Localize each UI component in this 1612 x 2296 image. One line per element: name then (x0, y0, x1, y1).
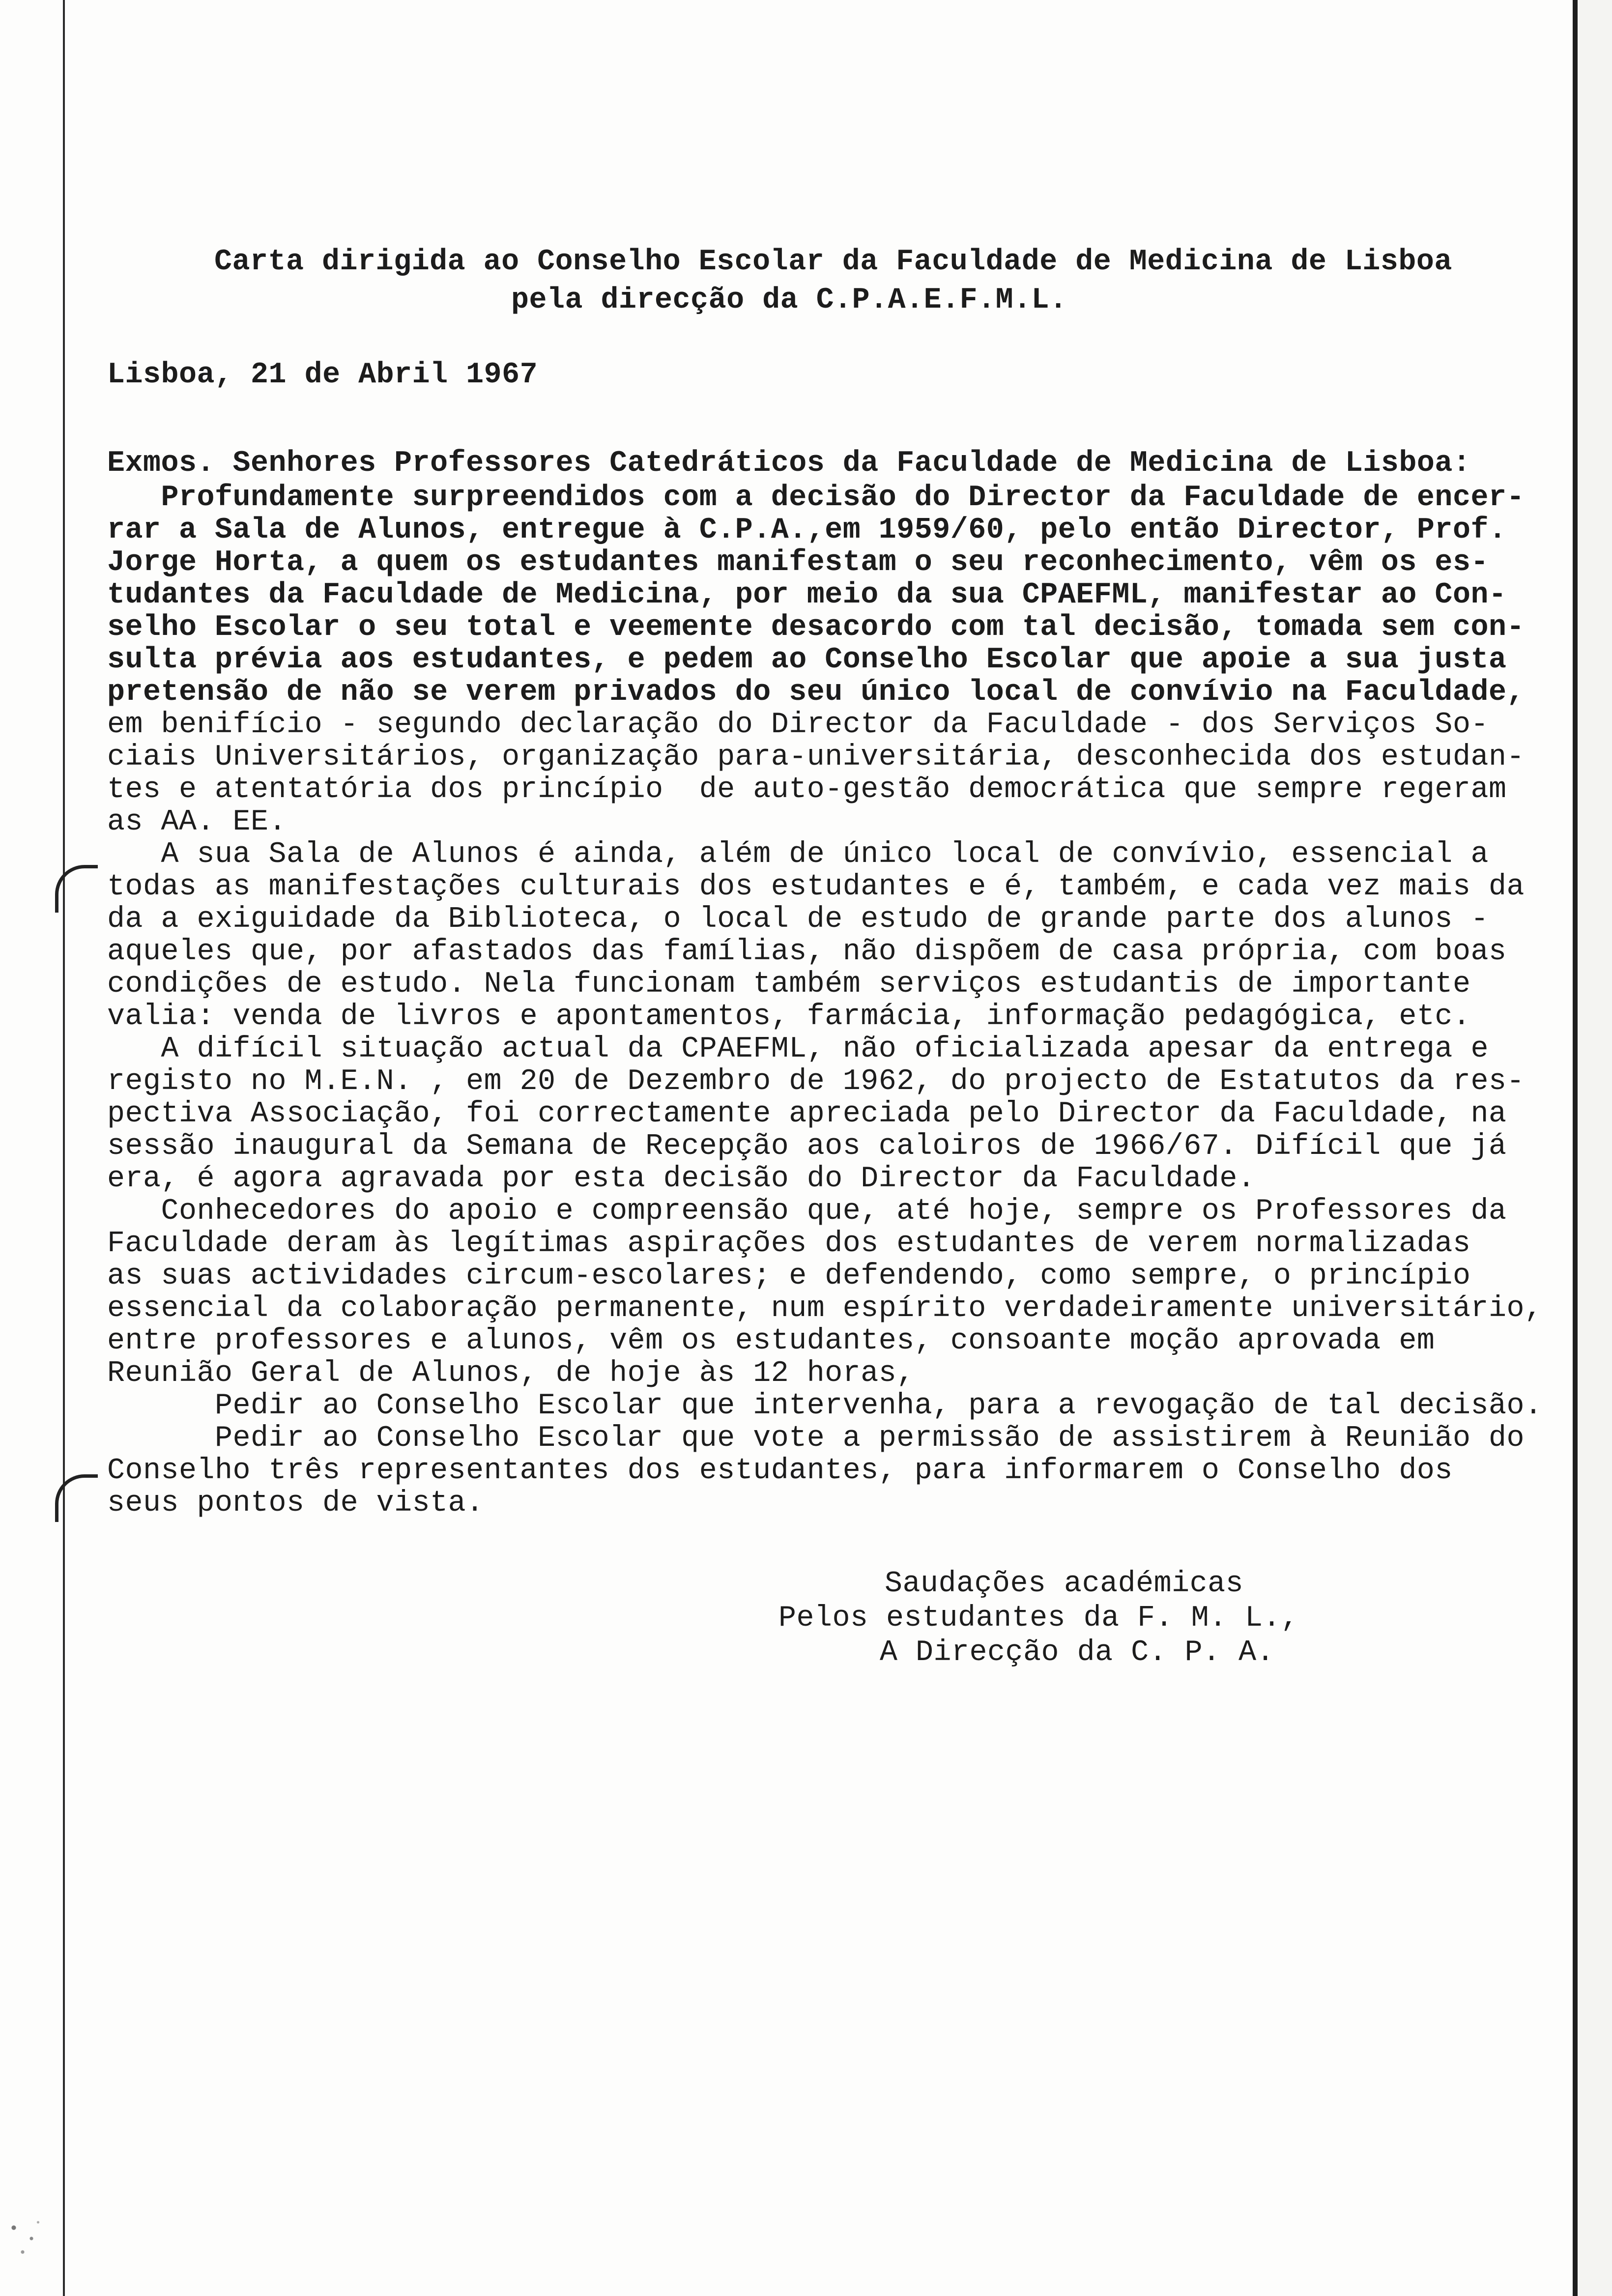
punch-hole-mark (55, 865, 98, 913)
scan-edge-left (63, 0, 65, 2296)
body-line: as suas actividades circum-escolares; e defendendo, como sempre, o princípio (107, 1260, 1471, 1293)
body-line: aqueles que, por afastados das famílias, não dispõem de casa própria, com boas (107, 935, 1507, 969)
letter-salutation: Exmos. Senhores Professores Catedráticos da Faculdade de Medicina de Lisboa: (107, 447, 1471, 480)
body-line: pectiva Associação, foi correctamente apreciada pelo Director da Faculdade, na (107, 1097, 1507, 1131)
body-line: essencial da colaboração permanente, num espírito verdadeiramente universitário, (107, 1292, 1543, 1325)
scan-margin-right (1578, 0, 1612, 2296)
punch-hole-mark (55, 1474, 98, 1522)
body-line: entre professores e alunos, vêm os estudantes, consoante moção aprovada em (107, 1324, 1435, 1358)
body-line: Profundamente surpreendidos com a decisão do Director da Faculdade de encer- (107, 481, 1525, 515)
body-line: selho Escolar o seu total e veemente desacordo com tal decisão, tomada sem con- (107, 611, 1525, 644)
closing-signatory: Pelos estudantes da F. M. L., (778, 1602, 1299, 1635)
closing-greeting: Saudações académicas (885, 1567, 1244, 1601)
body-line: ciais Universitários, organização para-universitária, desconhecida dos estudan- (107, 741, 1525, 774)
body-line: sulta prévia aos estudantes, e pedem ao Conselho Escolar que apoie a sua justa (107, 643, 1507, 677)
body-line: era, é agora agravada por esta decisão do Director da Faculdade. (107, 1162, 1256, 1196)
document-title-line-1: Carta dirigida ao Conselho Escolar da Faculdade de Medicina de Lisboa (214, 245, 1452, 279)
body-line: A sua Sala de Alunos é ainda, além de único local de convívio, essencial a (107, 838, 1489, 871)
body-line: da a exiguidade da Biblioteca, o local de estudo de grande parte dos alunos - (107, 903, 1489, 936)
body-line: Faculdade deram às legítimas aspirações dos estudantes de verem normalizadas (107, 1227, 1471, 1261)
body-line: rar a Sala de Alunos, entregue à C.P.A.,em 1959/60, pelo então Director, Prof. (107, 514, 1507, 547)
body-line: Conhecedores do apoio e compreensão que, até hoje, sempre os Professores da (107, 1195, 1507, 1228)
body-line: Jorge Horta, a quem os estudantes manifestam o seu reconhecimento, vêm os es- (107, 546, 1489, 579)
body-line: tes e atentatória dos princípio de auto-gestão democrática que sempre regeram (107, 773, 1507, 806)
body-line: pretensão de não se verem privados do seu único local de convívio na Faculdade, (107, 676, 1525, 709)
body-line: em benifício - segundo declaração do Director da Faculdade - dos Serviços So- (107, 708, 1489, 742)
closing-organization: A Direcção da C. P. A. (880, 1636, 1275, 1669)
body-line: Reunião Geral de Alunos, de hoje às 12 horas, (107, 1357, 915, 1390)
body-line: registo no M.E.N. , em 20 de Dezembro de 1962, do projecto de Estatutos da res- (107, 1065, 1525, 1098)
body-line: A difícil situação actual da CPAEFML, não oficializada apesar da entrega e (107, 1033, 1489, 1066)
body-line: as AA. EE. (107, 805, 287, 839)
document-title-line-2: pela direcção da C.P.A.E.F.M.L. (511, 284, 1067, 317)
body-line: sessão inaugural da Semana de Recepção aos caloiros de 1966/67. Difícil que já (107, 1130, 1507, 1163)
body-line: valia: venda de livros e apontamentos, farmácia, informação pedagógica, etc. (107, 1000, 1471, 1033)
letter-body (107, 482, 1542, 1520)
body-line: seus pontos de vista. (107, 1487, 484, 1520)
scan-edge-right (1573, 0, 1578, 2296)
body-line: tudantes da Faculdade de Medicina, por meio da sua CPAEFML, manifestar ao Con- (107, 578, 1507, 612)
body-line: Pedir ao Conselho Escolar que vote a permissão de assistirem à Reunião do (107, 1422, 1525, 1455)
body-line: todas as manifestações culturais dos estudantes e é, também, e cada vez mais da (107, 870, 1525, 904)
body-line: condições de estudo. Nela funcionam também serviços estudantis de importante (107, 968, 1471, 1001)
body-line: Conselho três representantes dos estudantes, para informarem o Conselho dos (107, 1454, 1453, 1488)
scan-speckle (5, 2211, 49, 2266)
letter-date: Lisboa, 21 de Abril 1967 (107, 358, 538, 392)
body-line: Pedir ao Conselho Escolar que intervenha, para a revogação de tal decisão. (107, 1389, 1543, 1423)
